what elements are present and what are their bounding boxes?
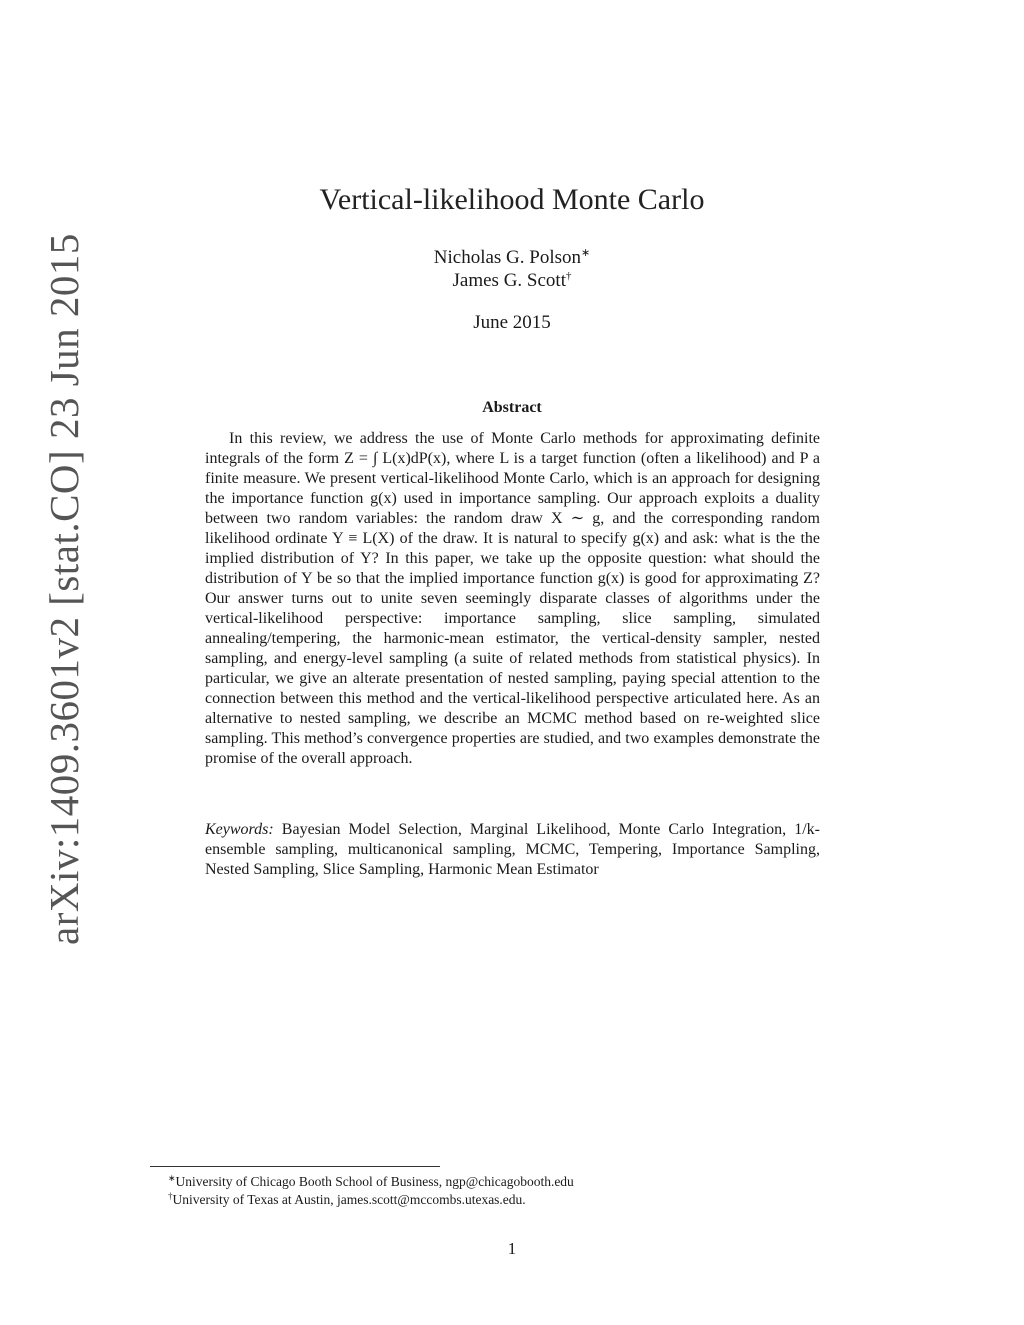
paper-title: Vertical-likelihood Monte Carlo xyxy=(319,183,705,216)
footnote-mark: ∗ xyxy=(168,1173,176,1183)
keywords xyxy=(205,820,820,880)
page-number: 1 xyxy=(507,1239,517,1258)
keywords-label: Keywords: xyxy=(205,821,274,838)
author-2 xyxy=(0,270,1024,292)
author-mark: ∗ xyxy=(581,247,591,259)
footnote-text: University of Texas at Austin, james.scott@mccombs.utexas.edu. xyxy=(172,1192,526,1207)
publication-date: June 2015 xyxy=(473,312,551,333)
author-name: James G. Scott xyxy=(452,270,566,291)
abstract-body xyxy=(205,429,820,769)
footnote-1 xyxy=(168,1173,574,1190)
footnote-text: University of Chicago Booth School of Business, ngp@chicagobooth.edu xyxy=(175,1174,574,1189)
author-1 xyxy=(0,246,1024,269)
footnote-rule xyxy=(150,1166,440,1167)
footnote-2 xyxy=(168,1191,526,1208)
abstract-heading: Abstract xyxy=(482,399,542,416)
author-mark: † xyxy=(565,270,572,282)
author-name: Nicholas G. Polson xyxy=(433,247,582,268)
abstract-text: In this review, we address the use of Monte Carlo methods for approximating definite integrals of the form Z = ∫ L(x)dP(x), where L is a target function (often a likelihood) and P a finite measure. We present vertical-likelihood Monte Carlo, which is an approach for designing the importance function g(x) used in importance sampling. Our approach exploits a duality between two random variables: the random draw X ∼ g, and the corresponding random likelihood ordinate Y ≡ L(X) of the draw. It is natural to specify g(x) and ask: what is the the implied distribution of Y? In this paper, we take up the opposite question: what should the distribution of Y be so that the implied importance function g(x) is good for approximating Z? Our answer turns out to unite seven seemingly disparate classes of algorithms under the vertical-likelihood perspective: importance sampling, slice sampling, simulated annealing/tempering, the harmonic-mean estimator, the vertical-density sampler, nested sampling, and energy-level sampling (a suite of related methods from statistical physics). In particular, we give an alterate presentation of nested sampling, paying special attention to the connection between this method and the vertical-likelihood perspective articulated here. As an alternative to nested sampling, we describe an MCMC method based on re-weighted slice sampling. This method’s convergence properties are studied, and two examples demonstrate the promise of the overall approach. xyxy=(205,430,820,767)
arxiv-identifier-stamp: arXiv:1409.3601v2 [stat.CO] 23 Jun 2015 xyxy=(41,233,87,945)
keywords-text: Bayesian Model Selection, Marginal Likelihood, Monte Carlo Integration, 1/k-ensemble sampling, multicanonical sampling, MCMC, Tempering, Importance Sampling, Nested Sampling, Slice Sampling, Harmonic Mean Estimator xyxy=(205,821,821,878)
footnote-mark: † xyxy=(168,1191,173,1201)
